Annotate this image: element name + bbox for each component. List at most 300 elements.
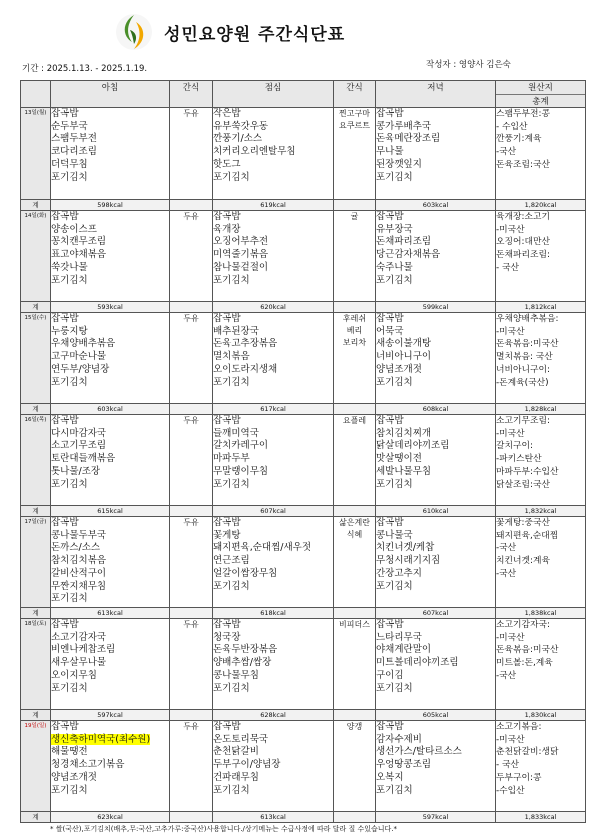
lunch-cell [213, 211, 334, 302]
kcal-row [21, 404, 586, 415]
day-label: 16일(목) [21, 415, 51, 506]
menu-item: 포기김치 [376, 784, 413, 796]
kcal-value: 617kcal [213, 404, 334, 415]
menu-item: 포기김치 [213, 376, 250, 388]
kcal-value: 597kcal [376, 812, 496, 823]
menu-item: 온도토리묵국 [213, 733, 269, 745]
menu-item: 요플레 [342, 416, 367, 425]
snack-am-cell [170, 415, 213, 506]
menu-item: 잡곡밥 [213, 721, 241, 732]
kcal-value: 620kcal [213, 302, 334, 313]
day-row [21, 211, 586, 302]
menu-item: -수입산 [496, 785, 525, 796]
day-row [21, 517, 586, 608]
menu-item: - 수입산 [496, 121, 528, 132]
menu-item: 우채양배추볶음 [51, 338, 116, 350]
kcal-label: 계 [21, 812, 51, 823]
menu-item: 돈육볶음:미국산 [496, 339, 559, 350]
menu-item: 삶은계란 [339, 518, 370, 527]
kcal-total: 1,820kcal [496, 200, 586, 211]
snack-pm-cell [334, 313, 376, 404]
kcal-value: 610kcal [376, 506, 496, 517]
menu-item: 잡곡밥 [213, 313, 241, 324]
menu-item: 닭살조림:국산 [496, 479, 550, 490]
menu-item: 양배추쌈/쌈장 [213, 657, 272, 669]
menu-item: 연근조림 [213, 555, 250, 567]
origin-cell [496, 721, 586, 812]
menu-item: 맛살땡이전 [376, 453, 422, 465]
menu-item: 잡곡밥 [51, 108, 79, 119]
dinner-cell [376, 415, 496, 506]
menu-item [496, 172, 585, 184]
breakfast-cell [51, 517, 170, 608]
kcal-total: 1,830kcal [496, 710, 586, 721]
menu-item: 오이도라지생채 [213, 363, 278, 375]
page-title: 성민요양원 주간식단표 [164, 25, 346, 45]
menu-item: -돈계육(국산) [496, 377, 549, 388]
menu-item: 포기김치 [376, 478, 413, 490]
col-header-breakfast: 아침 [51, 81, 170, 108]
menu-item: 두유 [183, 416, 199, 425]
menu-item: 콩나물무침 [213, 669, 259, 681]
menu-item: 소고기감자국: [496, 620, 550, 630]
menu-item: 귤 [350, 212, 359, 221]
menu-item: 너비아니구이: [496, 364, 550, 375]
dinner-cell [376, 211, 496, 302]
menu-item: 연두부/양념장 [51, 363, 110, 375]
menu-item: 꽁치캔무조림 [51, 236, 107, 248]
day-label: 14일(화) [21, 211, 51, 302]
menu-item: 포기김치 [51, 376, 88, 388]
kcal-row [21, 608, 586, 619]
menu-item: 새송이불개탕 [376, 338, 432, 350]
menu-item: 참치김치볶음 [51, 555, 107, 567]
breakfast-cell [51, 415, 170, 506]
menu-item: 미트볼데리야끼조림 [376, 657, 459, 669]
kcal-row [21, 812, 586, 823]
menu-item: -미국산 [496, 428, 525, 439]
menu-item: 콩나물두부국 [51, 529, 107, 541]
menu-item: 간장고추지 [376, 567, 422, 579]
menu-item: 돈육조림:국산 [496, 159, 550, 170]
kcal-label: 계 [21, 200, 51, 211]
menu-item: 미트볼:돈,계육 [496, 658, 553, 669]
kcal-value [170, 710, 213, 721]
snack-pm-cell [334, 517, 376, 608]
lunch-cell [213, 415, 334, 506]
menu-item: 무말랭이무침 [213, 465, 269, 477]
origin-cell [496, 211, 586, 302]
menu-item: 두부구이:콩 [496, 772, 542, 783]
menu-item: 두부구이/양념장 [213, 759, 281, 771]
menu-item: -미국산 [496, 734, 525, 745]
menu-item: 양갱 [346, 722, 363, 731]
lunch-cell [213, 619, 334, 710]
menu-item: 돈채파리조림: [496, 250, 550, 261]
menu-item: 소고기무조림: [496, 416, 550, 426]
menu-item: 두유 [183, 518, 199, 527]
day-label: 19일(일) [21, 721, 51, 812]
menu-item: 포기김치 [376, 274, 413, 286]
kcal-total: 1,832kcal [496, 506, 586, 517]
menu-item: 톳나물/조장 [51, 465, 101, 477]
kcal-value [170, 812, 213, 823]
menu-item: 잡곡밥 [376, 619, 404, 630]
menu-item: 다시마감자국 [51, 427, 107, 439]
menu-item: 양념조개젓 [376, 363, 422, 375]
menu-item: 세발나물무침 [376, 465, 432, 477]
menu-item: 어묵국 [376, 325, 404, 337]
snack-am-cell [170, 619, 213, 710]
kcal-label: 계 [21, 710, 51, 721]
kcal-value: 618kcal [213, 608, 334, 619]
menu-item: 잡곡밥 [213, 619, 241, 630]
menu-item: 두유 [183, 212, 199, 221]
kcal-value [170, 200, 213, 211]
menu-item: 두유 [183, 109, 199, 118]
menu-item: 잡곡밥 [213, 415, 241, 426]
menu-item: 포기김치 [213, 682, 250, 694]
menu-item: 포기김치 [213, 580, 250, 592]
menu-item: 포기김치 [213, 171, 250, 183]
menu-item: 두유 [183, 722, 199, 731]
menu-item: 후레쉬 [342, 314, 367, 323]
menu-item: 참나물겉절이 [213, 261, 269, 273]
menu-item: 잡곡밥 [51, 415, 79, 426]
kcal-total: 1,828kcal [496, 404, 586, 415]
menu-item: 청경채소고기볶음 [51, 759, 125, 771]
menu-item: 양송이스프 [51, 223, 97, 235]
kcal-value: 619kcal [213, 200, 334, 211]
day-row [21, 721, 586, 812]
kcal-row [21, 200, 586, 211]
kcal-row [21, 506, 586, 517]
menu-item: 갈치카레구이 [213, 440, 269, 452]
kcal-value: 623kcal [51, 812, 170, 823]
day-row [21, 313, 586, 404]
kcal-value [170, 404, 213, 415]
origin-cell [496, 108, 586, 200]
snack-am-cell [170, 721, 213, 812]
origin-cell [496, 619, 586, 710]
kcal-value [334, 302, 376, 313]
breakfast-cell [51, 211, 170, 302]
origin-cell [496, 415, 586, 506]
menu-item: 돈육고추장볶음 [213, 338, 278, 350]
col-header-snack-pm: 간식 [334, 81, 376, 108]
menu-item: 미역줄기볶음 [213, 249, 269, 261]
kcal-value: 607kcal [213, 506, 334, 517]
lunch-cell [213, 721, 334, 812]
kcal-value: 613kcal [213, 812, 334, 823]
header-corner [21, 81, 51, 108]
menu-item: 멸치볶음: 국산 [496, 352, 553, 363]
menu-item: 숙주나물 [376, 261, 413, 273]
dinner-cell [376, 619, 496, 710]
menu-item: 해물땡전 [51, 746, 88, 758]
menu-item: 순두부국 [51, 120, 88, 132]
menu-item: 육개장 [213, 223, 241, 235]
menu-item: 두유 [183, 314, 199, 323]
menu-item: 우엉땅콩조림 [376, 759, 432, 771]
menu-item: 육개장:소고기 [496, 212, 550, 222]
menu-item: 유부쑥갓우동 [213, 120, 269, 132]
kcal-value [334, 608, 376, 619]
menu-body [21, 108, 586, 823]
dinner-cell [376, 721, 496, 812]
menu-item: 당근감자채볶음 [376, 249, 441, 261]
menu-item [51, 734, 169, 747]
menu-item: 누룽지탕 [51, 325, 88, 337]
menu-item: 작은밥 [213, 108, 241, 119]
menu-item: 포기김치 [376, 171, 413, 183]
menu-item: -국산 [496, 670, 517, 681]
snack-pm-cell [334, 721, 376, 812]
menu-item: 포기김치 [213, 274, 250, 286]
nursing-home-logo-icon [114, 12, 154, 52]
snack-am-cell [170, 108, 213, 200]
kcal-value: 593kcal [51, 302, 170, 313]
menu-item: 오징어:대만산 [496, 237, 550, 248]
kcal-total: 1,812kcal [496, 302, 586, 313]
breakfast-cell [51, 721, 170, 812]
menu-period: 기간 : 2025.1.13. - 2025.1.19. [22, 64, 148, 74]
menu-item: 청국장 [213, 631, 241, 643]
menu-item: 잡곡밥 [376, 313, 404, 324]
menu-item: 잡곡밥 [376, 517, 404, 528]
col-header-lunch: 점심 [213, 81, 334, 108]
menu-item: 감자수제비 [376, 733, 422, 745]
col-header-dinner: 저녁 [376, 81, 496, 108]
kcal-row [21, 302, 586, 313]
menu-item: 잡곡밥 [51, 619, 79, 630]
menu-item: 닭살데리야끼조림 [376, 440, 450, 452]
kcal-label: 계 [21, 506, 51, 517]
menu-item: 잡곡밥 [51, 517, 79, 528]
kcal-value: 607kcal [376, 608, 496, 619]
menu-item: -미국산 [496, 326, 525, 337]
menu-item [496, 581, 585, 593]
menu-item: 포기김치 [51, 171, 88, 183]
origin-header-label: 원산지 [528, 83, 553, 94]
kcal-value [334, 506, 376, 517]
weekly-menu-table [20, 80, 586, 823]
menu-item: - 국산 [496, 760, 519, 771]
menu-item: 들깨미역국 [213, 427, 259, 439]
menu-item: 건파래무침 [213, 771, 259, 783]
menu-item: 잡곡밥 [376, 211, 404, 222]
menu-item: 잡곡밥 [376, 108, 404, 119]
day-label: 15일(수) [21, 313, 51, 404]
menu-item: 식혜 [346, 530, 363, 539]
menu-item: 소고기볶음: [496, 722, 542, 732]
snack-am-cell [170, 517, 213, 608]
menu-item: 치킨너겟/케찹 [376, 542, 435, 554]
day-label: 17일(금) [21, 517, 51, 608]
menu-item: 우채양배추볶음: [496, 314, 559, 324]
menu-item: 콩나물국 [376, 529, 413, 541]
menu-item: 돈채파리조림 [376, 236, 432, 248]
snack-pm-cell [334, 619, 376, 710]
menu-item: 돼지편육,순대찜 [496, 530, 559, 541]
menu-item: 춘천닭갈비 [213, 746, 259, 758]
menu-item: 무나물 [376, 146, 404, 158]
menu-item: 꽃게탕:중국산 [496, 518, 550, 528]
day-row [21, 415, 586, 506]
menu-item: 멸치볶음 [213, 351, 250, 363]
kcal-value: 628kcal [213, 710, 334, 721]
snack-pm-cell [334, 108, 376, 200]
menu-item: 생선가스/탈타르소스 [376, 746, 462, 758]
total-header-label: 총계 [496, 94, 585, 108]
menu-item: 오복지 [376, 771, 404, 783]
kcal-value: 598kcal [51, 200, 170, 211]
menu-item: 배추된장국 [213, 325, 259, 337]
menu-item: 갈치구이: [496, 441, 533, 452]
menu-item: 코다리조림 [51, 146, 97, 158]
kcal-total: 1,838kcal [496, 608, 586, 619]
menu-item: 찐고구마 [339, 109, 370, 118]
menu-item: 돼지편육,순대찜/새우젓 [213, 542, 311, 554]
menu-item: 춘천닭갈비:생닭 [496, 747, 559, 758]
menu-item: 소고기무조림 [51, 440, 107, 452]
breakfast-cell [51, 108, 170, 200]
menu-item: 포기김치 [376, 682, 413, 694]
snack-am-cell [170, 211, 213, 302]
snack-pm-cell [334, 415, 376, 506]
kcal-label: 계 [21, 302, 51, 313]
menu-item: 된장깻잎지 [376, 158, 422, 170]
dinner-cell [376, 517, 496, 608]
kcal-value [334, 200, 376, 211]
lunch-cell [213, 517, 334, 608]
menu-item: 깐풍기:계육 [496, 134, 542, 145]
menu-item: 무짠지채무침 [51, 580, 107, 592]
menu-item: 포기김치 [376, 580, 413, 592]
menu-item: 돈까스/소스 [51, 542, 101, 554]
menu-item: 토란대들깨볶음 [51, 453, 116, 465]
menu-item: 잡곡밥 [213, 517, 241, 528]
menu-item: 갈비산적구이 [51, 567, 107, 579]
menu-item: 스팸두부전 [51, 133, 97, 145]
menu-item: 포기김치 [51, 682, 88, 694]
menu-item: 치커리오리엔탈무침 [213, 146, 296, 158]
kcal-total: 1,833kcal [496, 812, 586, 823]
kcal-value: 605kcal [376, 710, 496, 721]
menu-item: 마파두부 [213, 453, 250, 465]
menu-item: 너비아니구이 [376, 351, 432, 363]
author-line: 작성자 : 영양사 김은숙 [426, 60, 511, 70]
menu-item: 무청시래기지짐 [376, 555, 441, 567]
menu-item: 보리차 [342, 338, 367, 347]
menu-item: 쑥갓나물 [51, 261, 88, 273]
kcal-value [334, 812, 376, 823]
menu-item: -국산 [496, 147, 517, 158]
menu-item: 오징어부추전 [213, 236, 269, 248]
dinner-cell [376, 313, 496, 404]
menu-item: -미국산 [496, 632, 525, 643]
menu-item: 포기김치 [51, 274, 88, 286]
day-label: 18일(토) [21, 619, 51, 710]
kcal-value: 597kcal [51, 710, 170, 721]
menu-item: 돈육두반장볶음 [213, 644, 278, 656]
kcal-label: 계 [21, 404, 51, 415]
menu-item: 잡곡밥 [51, 211, 79, 222]
menu-item: 스팸두부전:콩 [496, 109, 550, 119]
day-label: 13일(월) [21, 108, 51, 200]
kcal-row [21, 710, 586, 721]
menu-item: 포기김치 [213, 478, 250, 490]
menu-item: 새우살무나물 [51, 657, 107, 669]
day-row [21, 619, 586, 710]
menu-item: -국산 [496, 568, 517, 579]
menu-item: 포기김치 [51, 593, 88, 605]
kcal-value [170, 302, 213, 313]
menu-item: 구이김 [376, 669, 404, 681]
menu-item: 소고기감자국 [51, 631, 107, 643]
menu-item: -미국산 [496, 224, 525, 235]
dinner-cell [376, 108, 496, 200]
menu-item: 포기김치 [51, 478, 88, 490]
snack-pm-cell [334, 211, 376, 302]
kcal-label: 계 [21, 608, 51, 619]
menu-item: 잡곡밥 [51, 313, 79, 324]
menu-item: 잡곡밥 [376, 721, 404, 732]
menu-item: 양념조개젓 [51, 771, 97, 783]
birthday-highlight: 생신축하미역국(최수원) [51, 733, 151, 745]
menu-item: 더덕무침 [51, 158, 88, 170]
kcal-value: 599kcal [376, 302, 496, 313]
menu-item: 잡곡밥 [213, 211, 241, 222]
origin-cell [496, 517, 586, 608]
kcal-value: 603kcal [376, 200, 496, 211]
menu-item: 포기김치 [51, 784, 88, 796]
menu-item: 치킨너겟:계육 [496, 556, 550, 567]
menu-item: 꽃게탕 [213, 529, 241, 541]
menu-item: - 국산 [496, 262, 519, 273]
menu-item [496, 683, 585, 695]
col-header-origin [496, 81, 586, 108]
menu-item: 오이지무침 [51, 669, 97, 681]
footer-note: * 쌀(국산),포기김치(배추,무:국산,고추가루:중국산)사용합니다./상기메뉴는 수급사정에 따라 달라 질 수있습니다.* [50, 825, 398, 833]
breakfast-cell [51, 313, 170, 404]
kcal-value: 608kcal [376, 404, 496, 415]
menu-item: 돈육볶음:미국산 [496, 645, 559, 656]
menu-item: 느타리무국 [376, 631, 422, 643]
menu-item: 핫도그 [213, 158, 241, 170]
kcal-value [170, 506, 213, 517]
lunch-cell [213, 313, 334, 404]
menu-item: 야채계란말이 [376, 644, 432, 656]
menu-item: 얼갈이쌈장무침 [213, 567, 278, 579]
menu-item: 포기김치 [213, 784, 250, 796]
menu-item: 잡곡밥 [51, 721, 79, 732]
menu-item: 깐풍기/소스 [213, 133, 263, 145]
menu-item: 포기김치 [376, 376, 413, 388]
kcal-value: 613kcal [51, 608, 170, 619]
menu-item: 잡곡밥 [376, 415, 404, 426]
menu-item: 비엔나케찹조림 [51, 644, 116, 656]
lunch-cell [213, 108, 334, 200]
day-row [21, 108, 586, 200]
menu-item: -국산 [496, 543, 517, 554]
kcal-value [170, 608, 213, 619]
menu-item: 표고야채볶음 [51, 249, 107, 261]
kcal-value: 615kcal [51, 506, 170, 517]
menu-item: -파키스탄산 [496, 454, 542, 465]
snack-am-cell [170, 313, 213, 404]
breakfast-cell [51, 619, 170, 710]
